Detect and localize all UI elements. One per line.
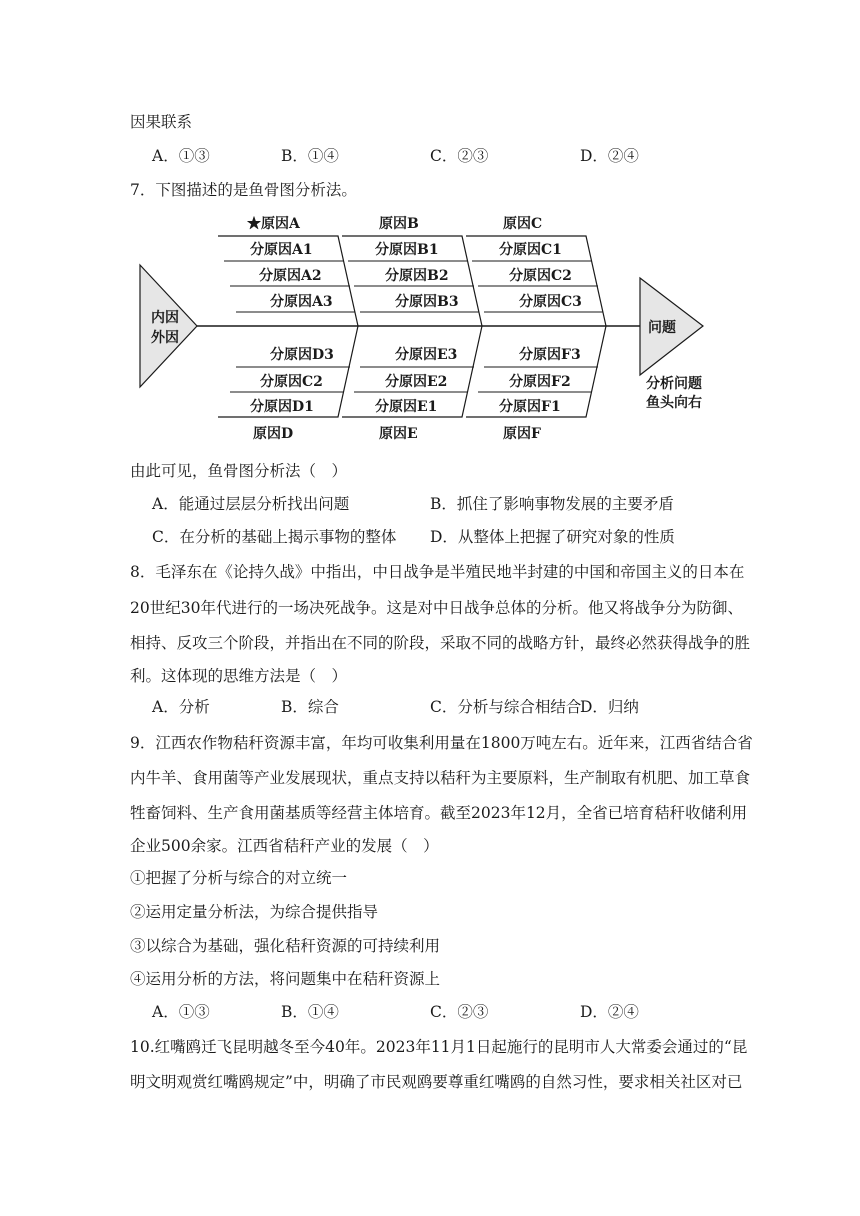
- q9-option-a[interactable]: A．①③: [152, 1003, 210, 1021]
- q8-option-a[interactable]: A．分析: [152, 698, 210, 716]
- fishbone-diagram: [0, 205, 860, 445]
- prev-question-tail: 因果联系: [130, 113, 193, 131]
- cause-a-title: ★原因A: [247, 216, 300, 232]
- fishbone-head-caption-2: 鱼头向右: [646, 395, 702, 411]
- q7-stem: 7．下图描述的是鱼骨图分析法。: [130, 181, 357, 199]
- cause-f-sub-3: 分原因F1: [499, 399, 561, 415]
- q9-statement-3: ③以综合为基础，强化秸秆资源的可持续利用: [130, 937, 441, 955]
- cause-d-sub-2: 分原因C2: [260, 374, 323, 390]
- q6-option-b[interactable]: B．①④: [281, 147, 339, 165]
- cause-e-sub-3: 分原因E1: [375, 399, 438, 415]
- q8-stem-line-2: 20世纪30年代进行的一场决死战争。这是对中日战争总体的分析。他又将战争分为防御、: [130, 599, 743, 617]
- q6-option-a[interactable]: A．①③: [152, 147, 210, 165]
- cause-f-sub-1: 分原因F3: [519, 347, 581, 363]
- q9-statement-2: ②运用定量分析法，为综合提供指导: [130, 903, 379, 921]
- cause-e-sub-1: 分原因E3: [395, 347, 458, 363]
- cause-f-sub-2: 分原因F2: [509, 374, 571, 390]
- q8-stem-line-4: 利。这体现的思维方法是（ ）: [130, 667, 348, 685]
- q8-stem-line-3: 相持、反攻三个阶段，并指出在不同的阶段，采取不同的战略方针，最终必然获得战争的胜: [130, 634, 751, 652]
- cause-e-sub-2: 分原因E2: [385, 374, 448, 390]
- cause-d-title: 原因D: [253, 426, 294, 442]
- cause-c-title: 原因C: [503, 216, 543, 232]
- cause-c-sub-1: 分原因C1: [499, 242, 562, 258]
- q6-option-d[interactable]: D．②④: [580, 147, 639, 165]
- cause-b-sub-3: 分原因B3: [395, 294, 459, 310]
- q9-option-d[interactable]: D．②④: [580, 1003, 639, 1021]
- fishbone-head-label: 问题: [648, 320, 676, 336]
- cause-c-sub-2: 分原因C2: [509, 268, 572, 284]
- cause-b-sub-1: 分原因B1: [375, 242, 439, 258]
- cause-d-sub-1: 分原因D3: [270, 347, 334, 363]
- q7-option-d[interactable]: D．从整体上把握了研究对象的性质: [430, 528, 675, 546]
- cause-d-sub-3: 分原因D1: [250, 399, 314, 415]
- q9-option-b[interactable]: B．①④: [281, 1003, 339, 1021]
- q7-option-a[interactable]: A．能通过层层分析找出问题: [152, 495, 350, 513]
- fishbone-tail-line-2: 外因: [151, 330, 179, 346]
- q8-option-b[interactable]: B．综合: [281, 698, 339, 716]
- fishbone-head-caption-1: 分析问题: [646, 376, 702, 392]
- q8-option-c[interactable]: C．分析与综合相结合: [430, 698, 582, 716]
- q9-statement-4: ④运用分析的方法，将问题集中在秸秆资源上: [130, 970, 441, 988]
- q9-statement-1: ①把握了分析与综合的对立统一: [130, 869, 348, 887]
- q9-option-c[interactable]: C．②③: [430, 1003, 489, 1021]
- cause-e-title: 原因E: [379, 426, 418, 442]
- q9-stem-line-1: 9．江西农作物秸秆资源丰富，年均可收集利用量在1800万吨左右。近年来，江西省结合省: [130, 734, 753, 752]
- cause-b-sub-2: 分原因B2: [385, 268, 449, 284]
- cause-a-sub-2: 分原因A2: [259, 268, 322, 284]
- q10-stem-line-2: 明文明观赏红嘴鸥规定”中，明确了市民观鸥要尊重红嘴鸥的自然习性，要求相关社区对已: [130, 1073, 743, 1091]
- fishbone-tail: [140, 265, 197, 387]
- q9-stem-line-3: 牲畜饲料、生产食用菌基质等经营主体培育。截至2023年12月，全省已培育秸秆收储利用: [130, 804, 748, 822]
- cause-a-sub-1: 分原因A1: [250, 242, 313, 258]
- q6-option-c[interactable]: C．②③: [430, 147, 489, 165]
- q10-stem-line-1: 10.红嘴鸥迁飞昆明越冬至今40年。2023年11月1日起施行的昆明市人大常委会通过的“昆: [130, 1038, 748, 1056]
- cause-a-sub-3: 分原因A3: [270, 294, 333, 310]
- cause-c-sub-3: 分原因C3: [519, 294, 582, 310]
- q7-option-b[interactable]: B．抓住了影响事物发展的主要矛盾: [430, 495, 674, 513]
- q9-stem-line-2: 内牛羊、食用菌等产业发展现状，重点支持以秸秆为主要原料，生产制取有机肥、加工草食: [130, 769, 751, 787]
- q7-option-c[interactable]: C．在分析的基础上揭示事物的整体: [152, 528, 397, 546]
- q7-lead: 由此可见，鱼骨图分析法（ ）: [130, 462, 348, 480]
- cause-b-title: 原因B: [379, 216, 419, 232]
- q8-stem-line-1: 8．毛泽东在《论持久战》中指出，中日战争是半殖民地半封建的中国和帝国主义的日本在: [130, 563, 745, 581]
- cause-f-title: 原因F: [503, 426, 541, 442]
- fishbone-tail-line-1: 内因: [151, 310, 179, 326]
- q9-stem-line-4: 企业500余家。江西省秸秆产业的发展（ ）: [130, 837, 439, 855]
- q8-option-d[interactable]: D．归纳: [580, 698, 639, 716]
